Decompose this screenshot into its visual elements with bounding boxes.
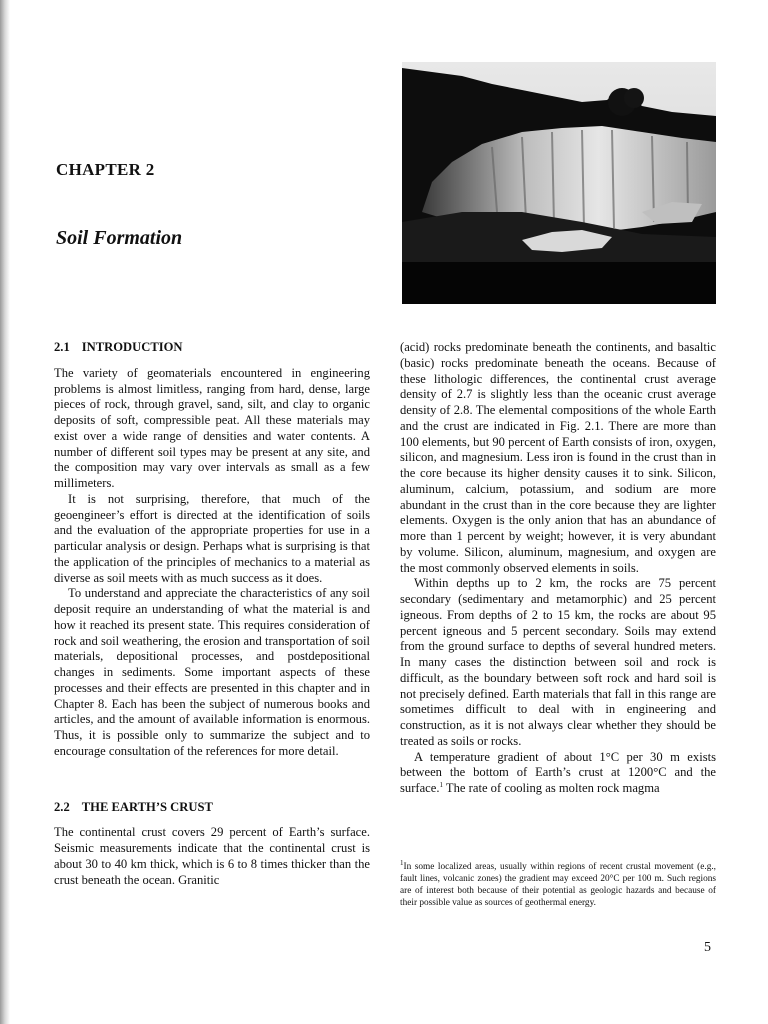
section-heading-earths-crust	[54, 800, 370, 816]
paragraph-text: The rate of cooling as molten rock magma	[443, 781, 660, 795]
footnote	[400, 858, 716, 909]
footnote-marker[interactable]: 1	[439, 780, 444, 789]
chapter-number: CHAPTER 2	[56, 160, 155, 179]
paragraph: (acid) rocks predominate beneath the continents, and basaltic (basic) rocks predominate beneath the oceans. Because of these lithologic differences, the continental crust average density of 2.7 is slightly less than the oceanic crust average density of 2.8. The elemental compositions of the whole Earth and the crust are indicated in Fig. 2.1. There are more than 100 elements, but 90 percent of Earth consists of iron, oxygen, silicon, and magnesium. Less iron is found in the crust than in the core because its higher density causes it to sink. Silicon, aluminum, calcium, potassium, and sodium are more abundant in the crust than in the core because they are lighter elements. Oxygen is the only anion that has an abundance of more than 1 percent by weight; however, it is very abundant by volume. Silicon, aluminum, magnesium, and oxygen are the most commonly observed elements in soils.	[400, 340, 716, 575]
paragraph: Within depths up to 2 km, the rocks are 75 percent secondary (sedimentary and metamorphic) and 25 percent igneous. From depths of 2 to 15 km, the rocks are about 95 percent igneous and 5 percent secondary. Soils may extend from the ground surface to depths of several hundred meters. In many cases the distinction between soil and rock is difficult, as the boundary between soft rock and hard soil is not precisely defined. Earth materials that fall in this range are sometimes difficult to deal with in engineering and construction, as it is not always clear whether they should be treated as soils or rocks.	[400, 576, 716, 748]
section-title: INTRODUCTION	[81, 340, 183, 354]
paragraph	[400, 750, 716, 797]
section-number: 2.1	[54, 340, 70, 354]
cliff-photo	[402, 62, 716, 304]
paragraph: It is not surprising, therefore, that much of the geoengineer’s effort is directed at the identification of soils and the evaluation of the appropriate properties for use in a particular analysis or design. Perhaps what is surprising is that the application of the principles of mechanics to a material as diverse as soil meets with as much success as it does.	[54, 491, 370, 585]
section-title: THE EARTH’S CRUST	[81, 799, 213, 814]
paragraph: The continental crust covers 29 percent of Earth’s surface. Seismic measurements indicate that the continental crust is about 30 to 40 km thick, which is 6 to 8 times thicker than the crust beneath the ocean. Granitic	[54, 825, 370, 887]
footnote-text: In some localized areas, usually within regions of recent crustal movement (e.g., fault lines, volcanic zones) the gradient may exceed 20°C per 100 m. Such regions are of interest both because of their potential as geologic hazards and because of their possible value as sources of geothermal energy.	[400, 862, 716, 908]
footnote-marker: 1	[400, 858, 404, 867]
scan-edge-shadow	[0, 0, 10, 1024]
section-heading-introduction	[54, 340, 370, 356]
paragraph: The variety of geomaterials encountered in engineering problems is almost limitless, ranging from hard, dense, large pieces of rock, through gravel, sand, silt, and clay to organic deposits of soft, compressible peat. All these materials may exist over a wide range of densities and water contents. A number of different soil types may be present at any site, and the composition may vary over intervals as small as a few millimeters.	[54, 365, 370, 490]
cliff-photo-image	[402, 62, 716, 304]
paragraph-text: A temperature gradient of about 1°C per 30 m exists between the bottom of Earth’s crust at 1200°C and the surface.	[400, 749, 716, 795]
section-number: 2.2	[54, 799, 70, 814]
left-column	[54, 340, 370, 888]
paragraph: To understand and appreciate the characteristics of any soil deposit require an understanding of what the material is and how it reached its present state. This requires consideration of rock and soil weathering, the erosion and transportation of soil materials, depositional processes, and postdepositional changes in sediments. Some important aspects of these processes and their effects are presented in this chapter and in Chapter 8. Each has been the subject of numerous books and articles, and the amount of available information is enormous. Thus, it is possible only to summarize the subject and to encourage consultation of the references for more detail.	[54, 586, 370, 758]
chapter-title: Soil Formation	[56, 227, 183, 249]
right-column	[400, 340, 716, 797]
page-number: 5	[704, 940, 711, 955]
